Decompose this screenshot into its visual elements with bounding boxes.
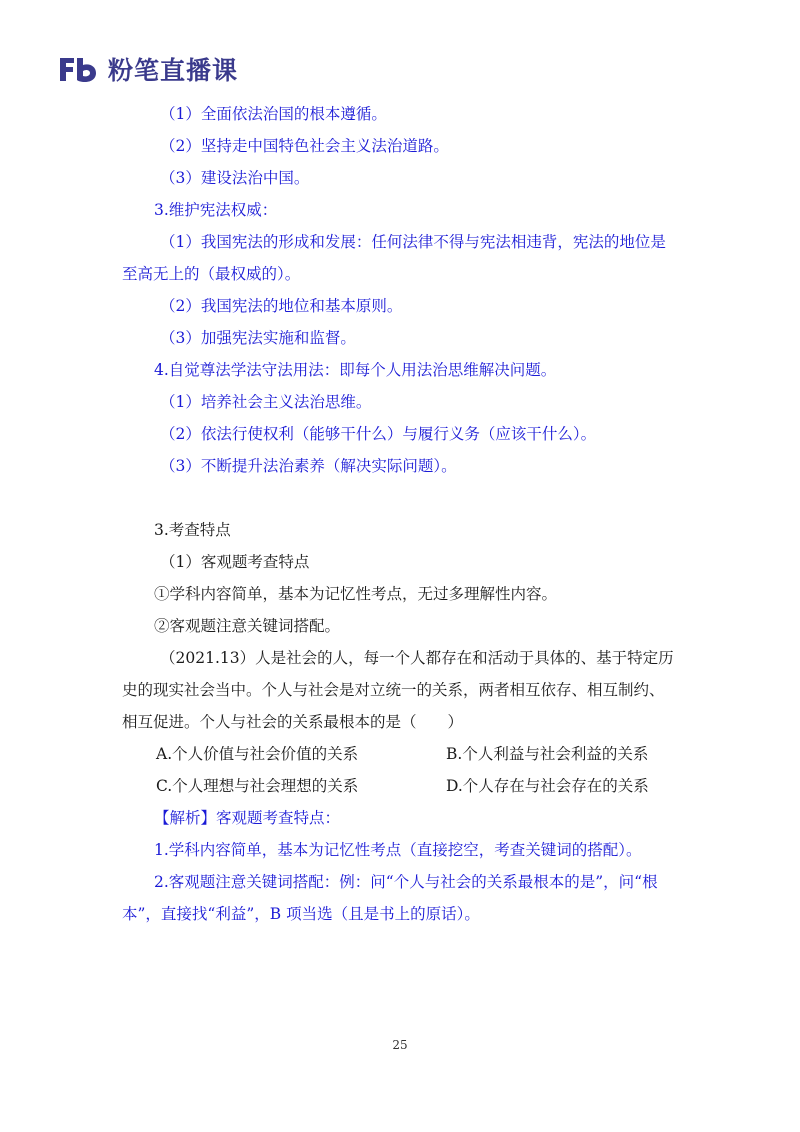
document-body: [122, 98, 682, 930]
text-line: ①学科内容简单，基本为记忆性考点，无过多理解性内容。: [154, 585, 558, 603]
text-line: 本”，直接找“利益”，B 项当选（且是书上的原话）。: [122, 905, 480, 923]
question-text: 相互促进。个人与社会的关系最根本的是（ ）: [122, 713, 464, 731]
text-line: （2）我国宪法的地位和基本原则。: [160, 297, 403, 315]
option-d: D.个人存在与社会存在的关系: [446, 777, 649, 795]
text-line: （2）坚持走中国特色社会主义法治道路。: [160, 137, 449, 155]
text-line: （3）不断提升法治素养（解决实际问题）。: [160, 457, 457, 475]
text-line: （1）我国宪法的形成和发展：任何法律不得与宪法相违背，宪法的地位是: [160, 233, 666, 251]
options-row: [122, 738, 682, 770]
page-number: 25: [392, 1038, 408, 1052]
text-line: 4.自觉尊法学法守法用法：即每个人用法治思维解决问题。: [154, 361, 557, 379]
text-line: 2.客观题注意关键词搭配：例：问“个人与社会的关系最根本的是”，问“根: [154, 873, 658, 891]
spacer: [122, 482, 682, 514]
brand-title: 粉笔直播课: [108, 56, 239, 85]
text-line: 1.学科内容简单，基本为记忆性考点（直接挖空，考查关键词的搭配）。: [154, 841, 642, 859]
text-line: （1）培养社会主义法治思维。: [160, 393, 372, 411]
option-a: A.个人价值与社会价值的关系: [156, 745, 359, 763]
analysis-heading: 【解析】客观题考查特点：: [154, 809, 341, 827]
option-c: C.个人理想与社会理想的关系: [156, 777, 359, 795]
question-text: 史的现实社会当中。个人与社会是对立统一的关系，两者相互依存、相互制约、: [122, 681, 665, 699]
options-row: [122, 770, 682, 802]
question-text: （2021.13）人是社会的人，每一个人都存在和活动于具体的、基于特定历: [160, 649, 674, 667]
section-heading: 3.考查特点: [154, 521, 231, 539]
option-b: B.个人利益与社会利益的关系: [446, 745, 649, 763]
fb-logo-icon: [56, 54, 100, 84]
text-line: ②客观题注意关键词搭配。: [154, 617, 341, 635]
text-line: （3）加强宪法实施和监督。: [160, 329, 356, 347]
text-line: （3）建设法治中国。: [160, 169, 310, 187]
header: [56, 52, 238, 86]
text-line: （1）客观题考查特点: [160, 553, 310, 571]
text-line: 3.维护宪法权威：: [154, 201, 278, 219]
text-line: （2）依法行使权利（能够干什么）与履行义务（应该干什么）。: [160, 425, 597, 443]
text-line: 至高无上的（最权威的）。: [122, 265, 301, 283]
text-line: （1）全面依法治国的根本遵循。: [160, 105, 387, 123]
